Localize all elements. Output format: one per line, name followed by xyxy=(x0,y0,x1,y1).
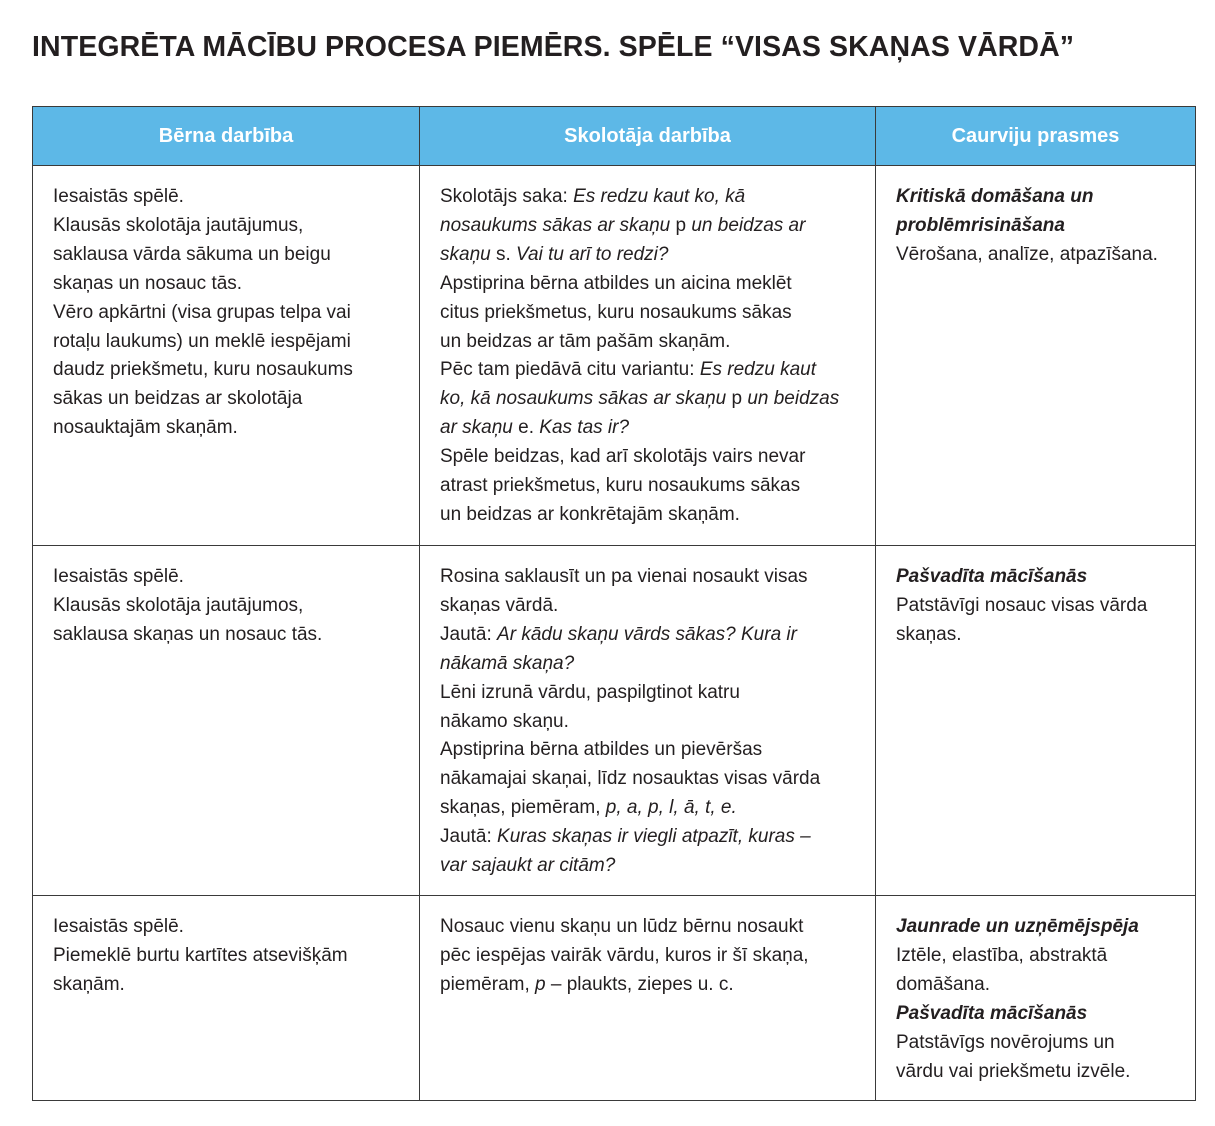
text-run: p xyxy=(726,388,748,410)
text-line: skaņām. xyxy=(53,973,125,995)
text-line xyxy=(440,241,855,270)
text-line: Lēni izrunā vārdu, paspilgtinot katru xyxy=(440,681,740,703)
text-line: Spēle beidzas, kad arī skolotājs vairs nevar xyxy=(440,446,806,468)
text-line: pēc iespējas vairāk vārdu, kuros ir šī skaņa, xyxy=(440,944,809,966)
text-run: Pēc tam piedāvā citu variantu: xyxy=(440,359,700,381)
italic-run: Es redzu kaut xyxy=(699,359,816,381)
italic-run: Kuras skaņas ir viegli atpazīt, kuras – xyxy=(497,826,811,848)
italic-run: un beidzas xyxy=(747,388,840,410)
skill-heading: problēmrisināšana xyxy=(896,214,1065,236)
skill-description: Patstāvīgi nosauc visas vārda xyxy=(896,594,1148,616)
italic-run: Kas tas ir? xyxy=(539,417,630,439)
italic-run: p, a, p, l, ā, t, e. xyxy=(605,797,737,819)
teacher-activity-cell xyxy=(420,896,876,1101)
text-line xyxy=(440,971,855,1000)
skill-description: skaņas. xyxy=(896,623,962,645)
italic-run: Ar kādu skaņu vārds sākas? Kura ir xyxy=(497,623,797,645)
text-run: Skolotājs saka: xyxy=(440,186,574,207)
skill-heading: Pašvadīta mācīšanās xyxy=(896,1002,1088,1024)
skills-cell xyxy=(876,546,1196,896)
table-row xyxy=(33,896,1196,1101)
page-title: INTEGRĒTA MĀCĪBU PROCESA PIEMĒRS. SPĒLE “VISAS SKAŅAS VĀRDĀ” xyxy=(32,31,1075,63)
text-line: saklausa vārda sākuma un beigu xyxy=(53,243,331,265)
text-run: s. xyxy=(490,243,517,265)
header-child-activity: Bērna darbība xyxy=(33,107,420,166)
text-line: nosauktajām skaņām. xyxy=(53,417,238,439)
table-header-row xyxy=(33,107,1196,166)
teacher-activity-cell xyxy=(420,166,876,546)
italic-run: nosaukums sākas ar skaņu xyxy=(440,214,671,236)
text-line: rotaļu laukums) un meklē iespējami xyxy=(53,330,351,352)
text-line: Apstiprina bērna atbildes un pievēršas xyxy=(440,739,763,761)
text-line: Iesaistās spēlē. xyxy=(53,186,184,207)
text-line xyxy=(440,212,855,241)
italic-run: skaņu xyxy=(440,243,491,265)
italic-run: ko, kā nosaukums sākas ar skaņu xyxy=(440,388,727,410)
text-line: skaņas un nosauc tās. xyxy=(53,272,243,294)
italic-run: Vai tu arī to redzi? xyxy=(516,243,669,265)
text-run: Jautā: xyxy=(440,623,498,645)
text-line: nākamā skaņa? xyxy=(440,652,575,674)
text-line: Vēro apkārtni (visa grupas telpa vai xyxy=(53,301,351,323)
skill-description: vārdu vai priekšmetu izvēle. xyxy=(896,1060,1131,1082)
text-line: Apstiprina bērna atbildes un aicina meklēt xyxy=(440,272,792,294)
text-line: Piemeklē burtu kartītes atsevišķām xyxy=(53,944,348,966)
text-line: var sajaukt ar citām? xyxy=(440,855,616,877)
table-row xyxy=(33,166,1196,546)
header-teacher-activity: Skolotāja darbība xyxy=(420,107,876,166)
skills-cell xyxy=(876,166,1196,546)
italic-run: un beidzas ar xyxy=(691,214,806,236)
table-row xyxy=(33,546,1196,896)
text-line xyxy=(440,414,855,443)
text-line: saklausa skaņas un nosauc tās. xyxy=(53,623,323,645)
skill-description: Iztēle, elastība, abstraktā xyxy=(896,944,1108,966)
text-line: un beidzas ar konkrētajām skaņām. xyxy=(440,503,740,525)
text-run: – plaukts, ziepes u. c. xyxy=(545,973,734,995)
text-line: citus priekšmetus, kuru nosaukums sākas xyxy=(440,301,792,323)
activity-table xyxy=(32,106,1196,1101)
child-activity-cell xyxy=(33,166,420,546)
text-line xyxy=(440,385,855,414)
text-line: Klausās skolotāja jautājumus, xyxy=(53,214,304,236)
text-line xyxy=(440,183,855,212)
italic-run: p xyxy=(535,973,546,995)
text-line: sākas un beidzas ar skolotāja xyxy=(53,388,303,410)
text-line xyxy=(440,356,855,385)
header-transversal-skills: Caurviju prasmes xyxy=(876,107,1196,166)
teacher-activity-cell xyxy=(420,546,876,896)
skill-heading: Kritiskā domāšana un xyxy=(896,186,1094,207)
skill-description: Vērošana, analīze, atpazīšana. xyxy=(896,243,1158,265)
text-run: e. xyxy=(512,417,540,439)
text-line: atrast priekšmetus, kuru nosaukums sākas xyxy=(440,475,801,497)
skill-description: domāšana. xyxy=(896,973,991,995)
italic-run: Es redzu kaut ko, kā xyxy=(573,186,746,207)
text-run: skaņas, piemēram, xyxy=(440,797,606,819)
text-line: Rosina saklausīt un pa vienai nosaukt visas xyxy=(440,566,808,587)
text-line: Iesaistās spēlē. xyxy=(53,566,184,587)
skill-heading: Jaunrade un uzņēmējspēja xyxy=(896,916,1139,937)
text-line: Nosauc vienu skaņu un lūdz bērnu nosaukt xyxy=(440,916,804,937)
text-line: skaņas vārdā. xyxy=(440,594,559,616)
text-run: Jautā: xyxy=(440,826,498,848)
text-line xyxy=(440,794,855,823)
text-line xyxy=(440,621,855,650)
text-line: daudz priekšmetu, kuru nosaukums xyxy=(53,359,353,381)
text-run: piemēram, xyxy=(440,973,536,995)
text-line: Iesaistās spēlē. xyxy=(53,916,184,937)
text-line xyxy=(440,823,855,852)
italic-run: ar skaņu xyxy=(440,417,513,439)
child-activity-cell xyxy=(33,896,420,1101)
text-run: p xyxy=(670,214,692,236)
child-activity-cell xyxy=(33,546,420,896)
text-line: Klausās skolotāja jautājumos, xyxy=(53,594,304,616)
text-line: nākamo skaņu. xyxy=(440,710,569,732)
skills-cell xyxy=(876,896,1196,1101)
skill-description: Patstāvīgs novērojums un xyxy=(896,1031,1115,1053)
text-line: un beidzas ar tām pašām skaņām. xyxy=(440,330,731,352)
skill-heading: Pašvadīta mācīšanās xyxy=(896,566,1088,587)
text-line: nākamajai skaņai, līdz nosauktas visas vārda xyxy=(440,768,821,790)
